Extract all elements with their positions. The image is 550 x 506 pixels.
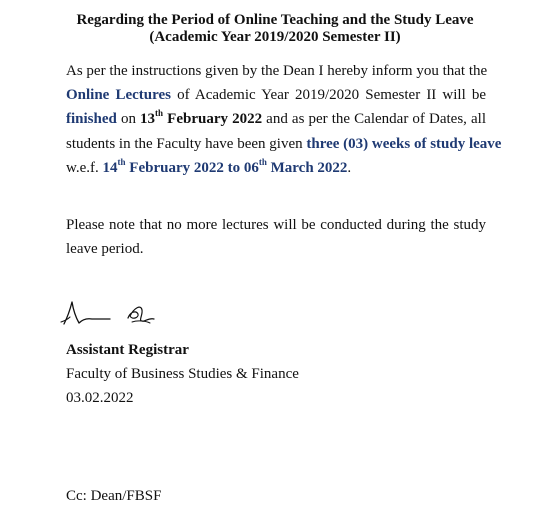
paragraph-2-line-2: leave period. — [66, 241, 144, 257]
online-lectures-highlight: Online Lectures — [66, 87, 171, 103]
end-date: 13th February 2022 — [140, 108, 263, 127]
paragraph-1-line-5: w.e.f. 14th February 2022 to 06th March 2022. — [66, 157, 352, 176]
cc-line: Cc: Dean/FBSF — [66, 488, 162, 504]
paragraph-2-line-1: Please note that no more lectures will be conducted during the study — [66, 217, 486, 233]
study-leave-highlight: three (03) weeks of study leave — [306, 136, 502, 152]
document-title: Regarding the Period of Online Teaching and the Study Leave — [76, 12, 474, 28]
letter-date: 03.02.2022 — [66, 390, 134, 406]
leave-period-dates: 14th February 2022 to 06th March 2022 — [102, 157, 348, 176]
paragraph-1-line-1: As per the instructions given by the Dean I hereby inform you that the — [66, 63, 488, 79]
signatory-role: Assistant Registrar — [66, 342, 189, 358]
paragraph-1-line-3: finished on 13th February 2022 and as per the Calendar of Dates, all — [66, 108, 486, 127]
finished-highlight: finished — [66, 111, 117, 127]
paragraph-1-line-2: Online Lectures of Academic Year 2019/2020 Semester II will be — [66, 87, 487, 103]
paragraph-1-line-4: students in the Faculty have been given three (03) weeks of study leave — [66, 136, 502, 152]
signatory-faculty: Faculty of Business Studies & Finance — [66, 366, 299, 382]
handwritten-signature — [58, 296, 158, 330]
document-subtitle: (Academic Year 2019/2020 Semester II) — [149, 29, 401, 45]
